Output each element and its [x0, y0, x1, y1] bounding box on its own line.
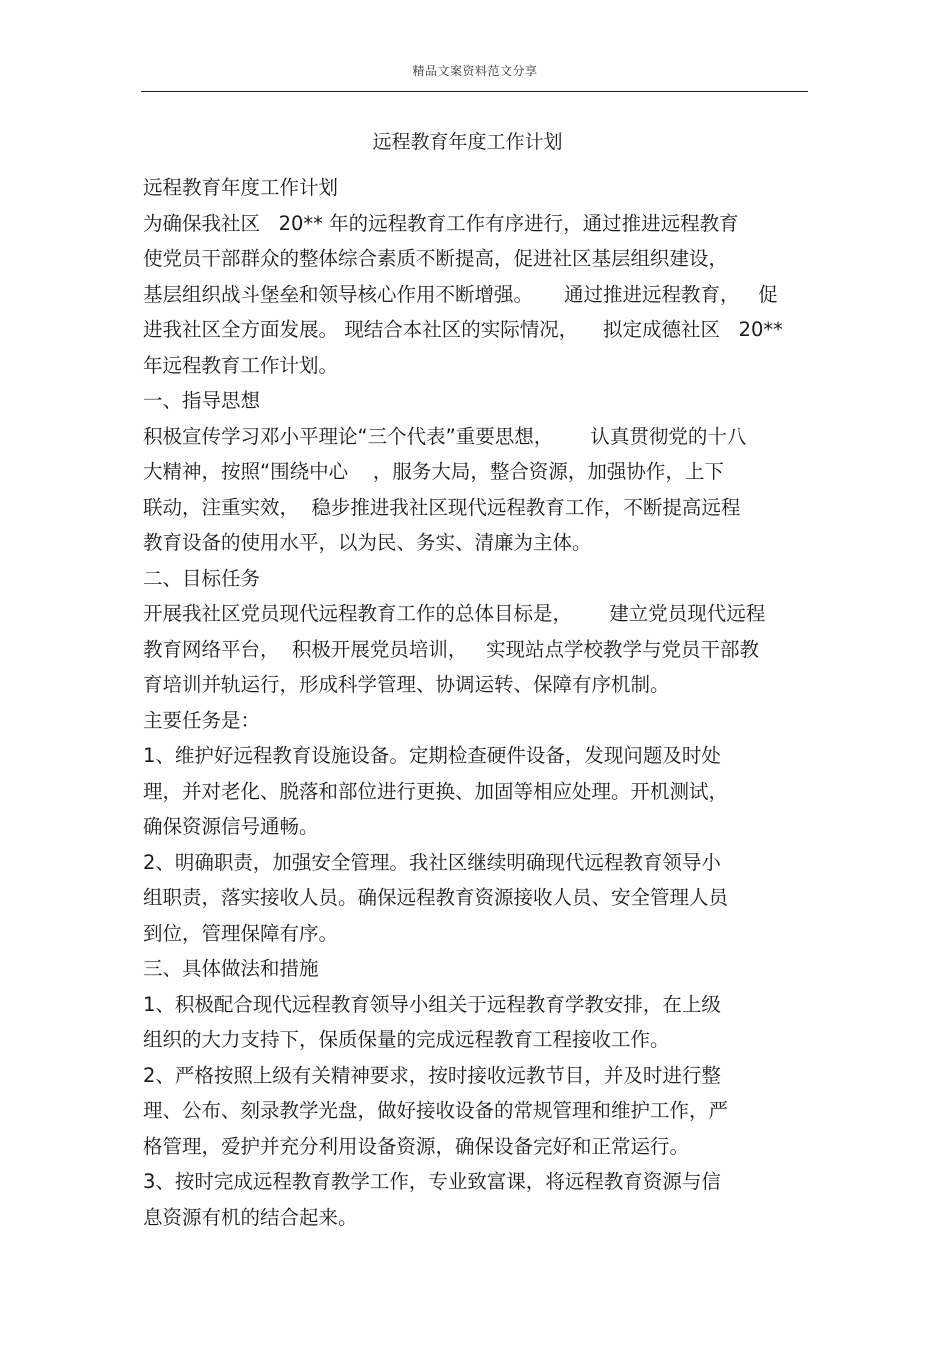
body-line: 教育网络平台， 积极开展党员培训， 实现站点学校教学与党员干部教 [143, 637, 759, 661]
page-header: 精品文案资料范文分享 [412, 64, 538, 78]
body-line: 育培训并轨运行，形成科学管理、协调运转、保障有序机制。 [143, 673, 670, 696]
document-title: 远程教育年度工作计划 [372, 131, 563, 153]
body-line: 息资源有机的结合起来。 [143, 1205, 358, 1229]
body-line: 使党员干部群众的整体综合素质不断提高，促进社区基层组织建设， [143, 247, 729, 270]
body-line: 联动，注重实效， 稳步推进我社区现代远程教育工作，不断提高远程 [143, 495, 741, 519]
section-heading: 二、目标任务 [143, 566, 261, 590]
body-line: 格管理，爱护并充分利用设备资源，确保设备完好和正常运行。 [143, 1134, 690, 1158]
body-line: 大精神，按照“围绕中心 ，服务大局，整合资源，加强协作，上下 [143, 460, 724, 483]
body-line: 理、公布、刻录教学光盘，做好接收设备的常规管理和维护工作，严 [143, 1099, 729, 1122]
body-line: 主要任务是： [143, 708, 261, 732]
body-line: 3、按时完成远程教育教学工作，专业致富课，将远程教育资源与信 [143, 1170, 721, 1193]
body-line: 2、明确职责，加强安全管理。我社区继续明确现代远程教育领导小 [143, 850, 721, 874]
body-line: 基层组织战斗堡垒和领导核心作用不断增强。 通过推进远程教育， 促 [143, 282, 778, 306]
body-line: 远程教育年度工作计划 [143, 176, 339, 199]
header-divider [141, 91, 808, 92]
body-line: 年远程教育工作计划。 [143, 353, 339, 377]
body-line: 理，并对老化、脱落和部位进行更换、加固等相应处理。开机测试， [143, 779, 729, 803]
body-line: 积极宣传学习邓小平理论“三个代表”重要思想， 认真贯彻党的十八 [143, 424, 747, 448]
section-heading: 一、指导思想 [143, 389, 261, 412]
body-line: 1、维护好远程教育设施设备。定期检查硬件设备，发现问题及时处 [143, 744, 721, 767]
body-line: 组织的大力支持下，保质保量的完成远程教育工程接收工作。 [143, 1028, 670, 1051]
document-body [143, 170, 815, 1235]
body-line: 教育设备的使用水平，以为民、务实、清廉为主体。 [143, 531, 592, 554]
body-line: 进我社区全方面发展。 现结合本社区的实际情况， 拟定成德社区 20** [143, 318, 783, 341]
body-line: 2、严格按照上级有关精神要求，按时接收远教节目，并及时进行整 [143, 1063, 721, 1087]
body-line: 为确保我社区 20** 年的远程教育工作有序进行，通过推进远程教育 [143, 211, 739, 235]
section-heading: 三、具体做法和措施 [143, 957, 319, 980]
body-line: 到位，管理保障有序。 [143, 921, 339, 945]
body-line: 1、积极配合现代远程教育领导小组关于远程教育学教安排，在上级 [143, 992, 721, 1016]
body-line: 开展我社区党员现代远程教育工作的总体目标是， 建立党员现代远程 [143, 602, 766, 625]
body-line: 组职责，落实接收人员。确保远程教育资源接收人员、安全管理人员 [143, 886, 729, 909]
body-line: 确保资源信号通畅。 [143, 815, 319, 838]
